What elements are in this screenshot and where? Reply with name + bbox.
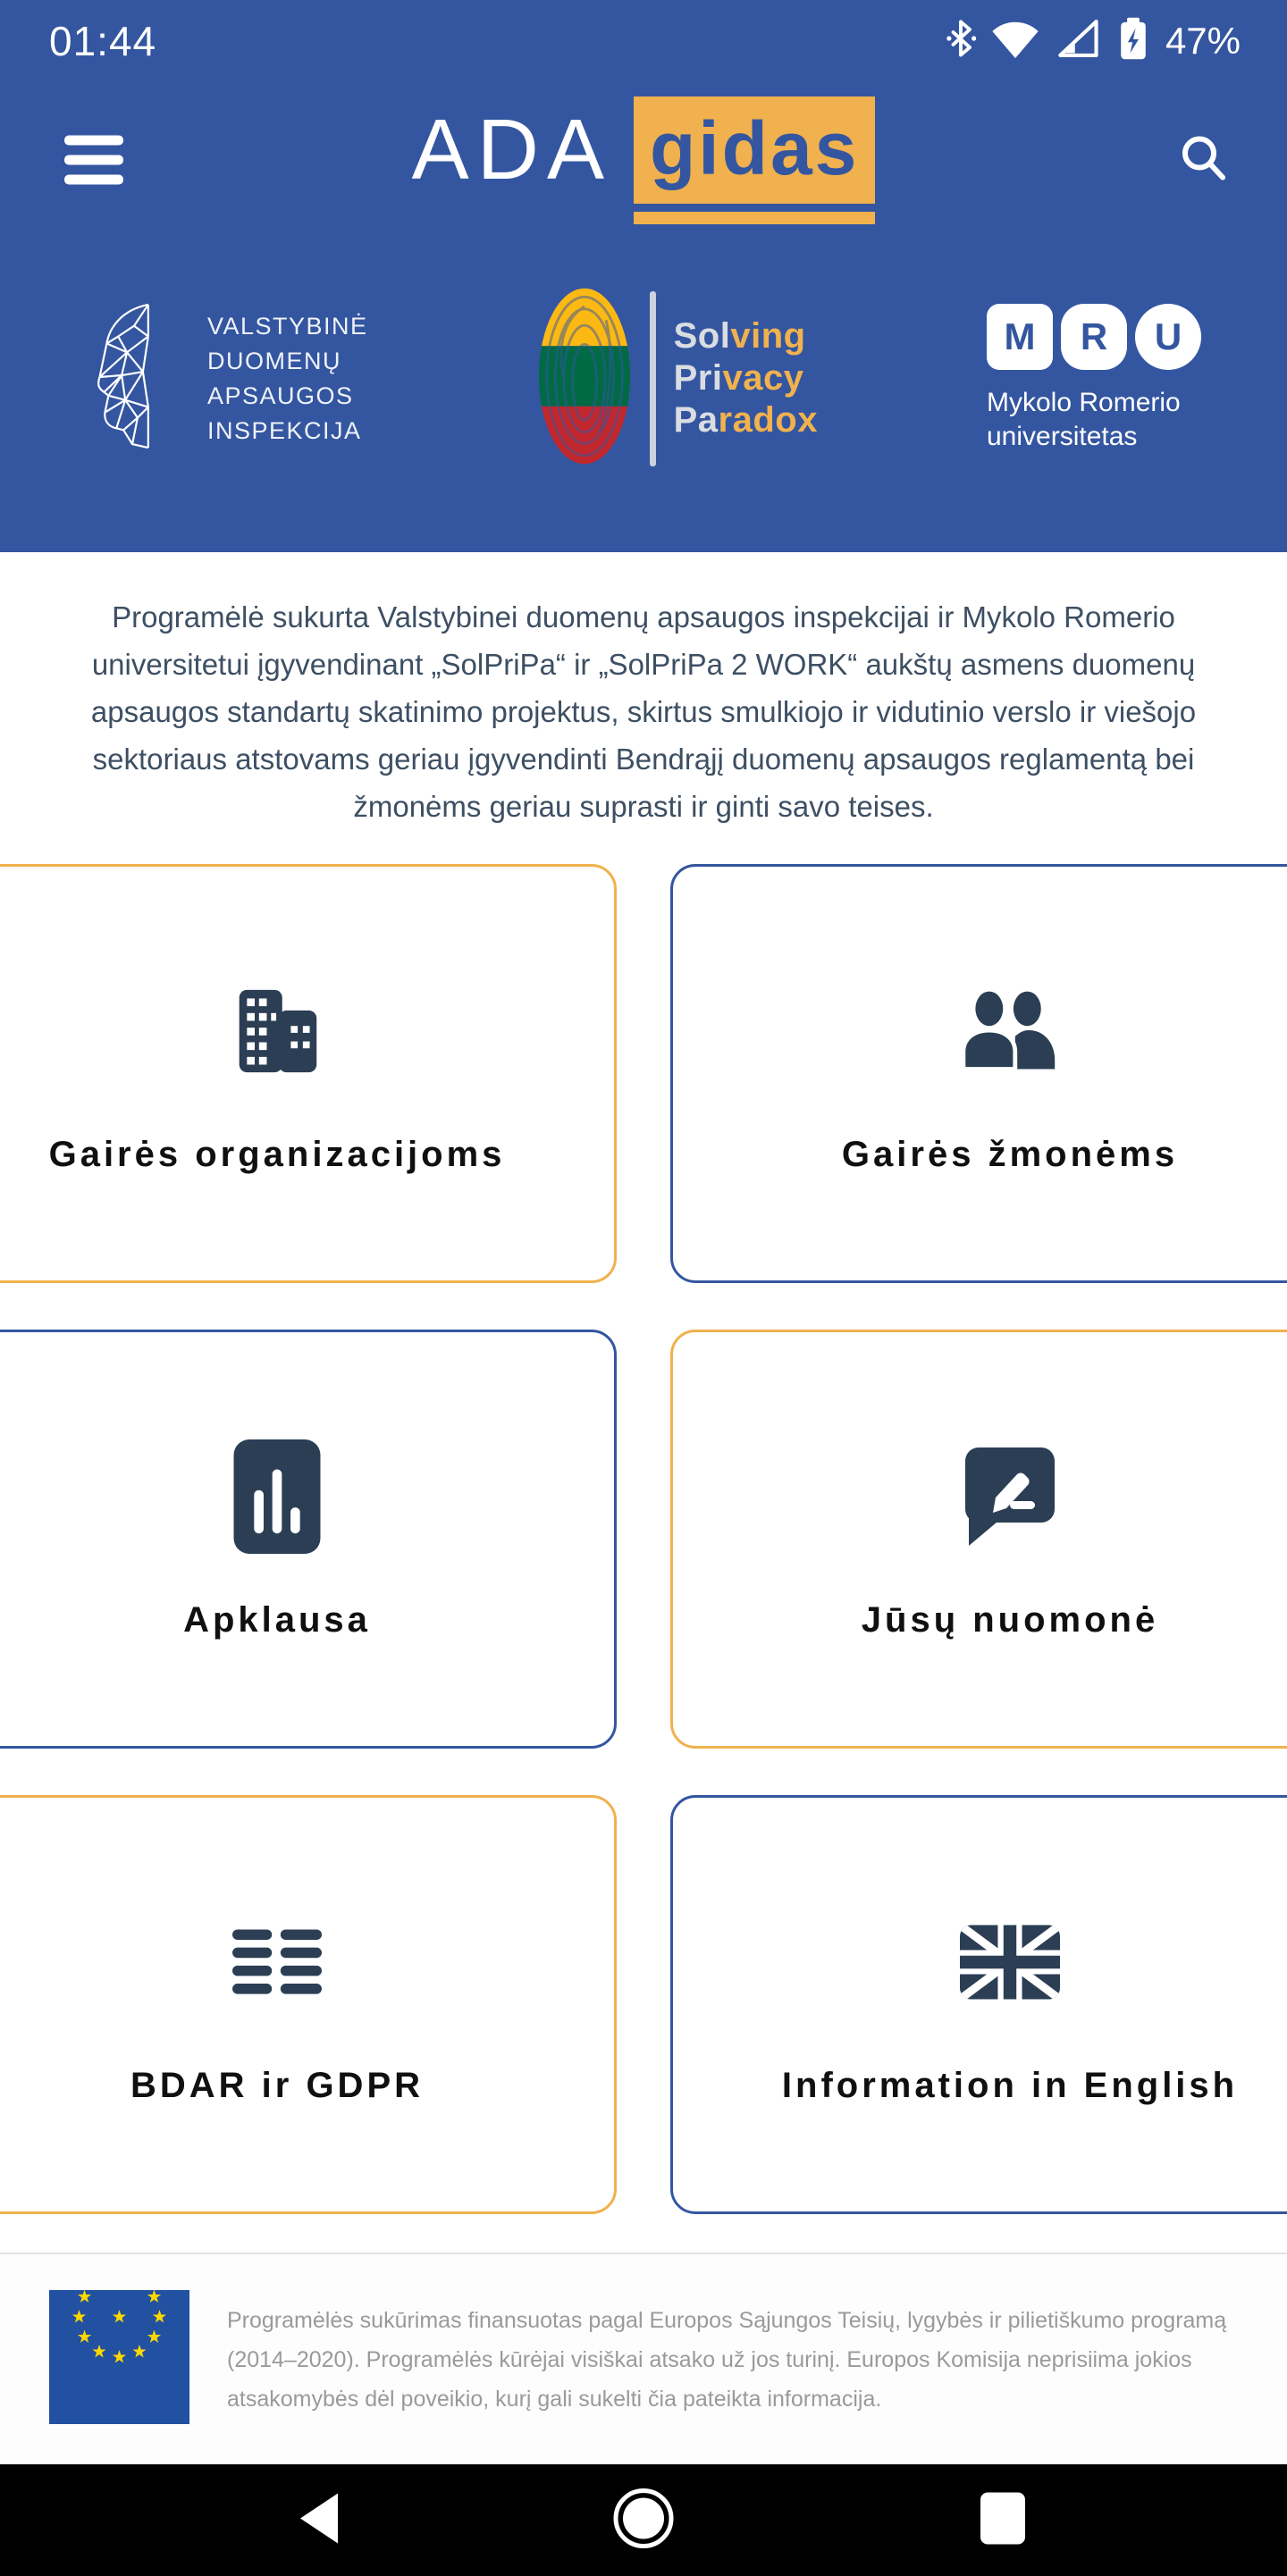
vdai-name: VALSTYBINĖ DUOMENŲ APSAUGOS INSPEKCIJA — [207, 312, 368, 444]
mru-logo — [987, 304, 1201, 454]
back-icon[interactable] — [295, 2491, 341, 2549]
app-logo — [412, 96, 876, 224]
home-icon[interactable] — [612, 2487, 675, 2554]
partner-logos — [0, 285, 1287, 472]
mru-tile-r: R — [1061, 304, 1127, 370]
mru-tile-m: M — [987, 304, 1053, 370]
status-icons — [946, 16, 1241, 65]
card-label: Apklausa — [183, 1600, 371, 1640]
eu-flag-icon — [49, 2290, 189, 2429]
wifi-icon — [990, 18, 1040, 63]
mru-name: Mykolo Romerio universitetas — [987, 387, 1181, 451]
card-jusu-nuomone[interactable] — [670, 1330, 1287, 1749]
logo-accent-block — [634, 96, 875, 224]
card-gaires-organizacijoms[interactable] — [0, 864, 617, 1283]
logo-underline — [634, 212, 875, 224]
hamburger-menu-icon[interactable] — [64, 126, 123, 195]
app-bar — [0, 71, 1287, 249]
header-section — [0, 0, 1287, 552]
comment-edit-icon — [963, 1438, 1056, 1556]
intro-paragraph: Programėlė sukurta Valstybinei duomenų apsaugos inspekcijai ir Mykolo Romerio universitetui įgyvendinant „SolPriPa“ ir „SolPriPa 2 WORK“ aukštų asmens duomenų apsaugos standartų skatinimo projektus, skirtus smulkiojo ir vidutinio verslo ir viešojo sektoriaus atstovams geriau įgyvendinti Bendrąjį duomenų apsaugos reglamentą bei žmonėms geriau suprasti ir ginti savo teises. — [90, 600, 1197, 823]
people-icon — [960, 972, 1060, 1090]
card-bdar-ir-gdpr[interactable] — [0, 1795, 617, 2214]
funding-disclaimer: Programėlės sukūrimas finansuotas pagal Europos Sąjungos Teisių, lygybės ir pilietiškumo programą (2014–2020). Programėlės kūrėjai visiškai atsako už jos turinį. Europos Komisija neprisiima jokios atsakomybės dėl poveikio, kurį gali sukelti čia pateikta informacija. — [227, 2307, 1227, 2412]
solpripa-logo — [537, 285, 818, 472]
card-apklausa[interactable] — [0, 1330, 617, 1749]
card-label: BDAR ir GDPR — [130, 2066, 425, 2105]
footer — [0, 2253, 1287, 2464]
logo-divider — [650, 291, 656, 466]
cell-signal-icon — [1055, 18, 1101, 63]
logo-text-accent: gidas — [634, 96, 875, 204]
recent-apps-icon[interactable] — [979, 2490, 1027, 2550]
card-gaires-zmonems[interactable] — [670, 864, 1287, 1283]
mru-letter-tiles — [987, 304, 1201, 370]
home-menu-grid — [0, 864, 1287, 2214]
vdai-logo — [86, 301, 368, 456]
battery-percent: 47% — [1165, 19, 1241, 62]
uk-flag-icon — [960, 1903, 1060, 2021]
status-bar — [0, 0, 1287, 65]
logo-text-main: ADA — [411, 101, 612, 197]
polygonal-head-icon — [86, 301, 186, 456]
android-nav-bar — [0, 2464, 1287, 2576]
card-label: Jūsų nuomonė — [861, 1600, 1159, 1640]
list-columns-icon — [232, 1903, 322, 2021]
building-icon — [232, 972, 322, 1090]
bluetooth-icon — [946, 17, 976, 64]
card-label: Information in English — [781, 2066, 1239, 2105]
mru-tile-u: U — [1135, 304, 1201, 370]
fingerprint-tricolor-icon — [537, 285, 632, 472]
card-label: Gairės organizacijoms — [48, 1135, 506, 1174]
battery-charging-icon — [1115, 16, 1151, 65]
solpripa-wordmark: Solving Privacy Paradox — [673, 316, 818, 440]
card-information-in-english[interactable] — [670, 1795, 1287, 2214]
search-icon[interactable] — [1176, 130, 1232, 190]
card-label: Gairės žmonėms — [841, 1135, 1179, 1174]
bar-chart-icon — [233, 1438, 321, 1556]
clock: 01:44 — [49, 17, 157, 64]
